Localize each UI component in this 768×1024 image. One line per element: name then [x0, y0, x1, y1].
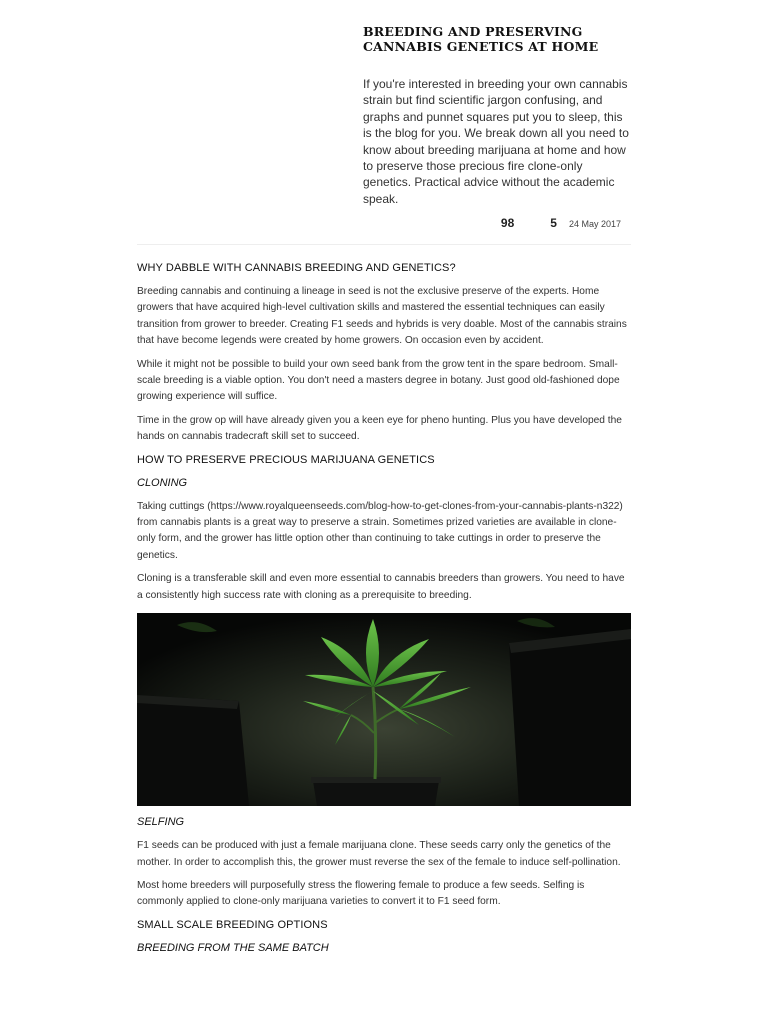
article-header-text [363, 24, 631, 207]
subheading-selfing: SELFING [137, 816, 185, 829]
paragraph: Most home breeders will purposefully stress the flowering female to produce a few seeds. Selfing is commonly applied to clone-only marijuana varieties to convert it to F1 seed form. [137, 879, 585, 908]
likes-count[interactable]: 98 [500, 216, 515, 230]
cannabis-plant-photo [137, 613, 631, 806]
publish-date: 24 May 2017 [568, 219, 621, 229]
paragraph: Taking cuttings (https://www.royalqueenseeds.com/blog-how-to-get-clones-from-your-cannabis-plants-n322) from cannabis plants is a great way to preserve a strain. Sometimes prized varieties are available in clone-only form, and the grower has little option other than continuing to take cuttings in order to preserve the genetics. [137, 500, 623, 561]
article-header [137, 0, 631, 245]
article-body [137, 245, 631, 955]
paragraph: Cloning is a transferable skill and even more essential to cannabis breeders than growers. You need to have a consistently high success rate with cloning as a prerequisite to breeding. [137, 573, 625, 601]
section-heading-why-dabble: WHY DABBLE WITH CANNABIS BREEDING AND GENETICS? [137, 262, 456, 274]
section-heading-small-scale-breeding: SMALL SCALE BREEDING OPTIONS [137, 918, 328, 931]
article-title: BREEDING AND PRESERVING CANNABIS GENETICS AT HOME [363, 24, 599, 54]
paragraph: While it might not be possible to build your own seed bank from the grow tent in the spare bedroom. Small-scale breeding is a viable option. You don't need a masters degree in botany. Just good old-fashioned dope growing experience will suffice. [137, 358, 620, 403]
paragraph: Breeding cannabis and continuing a lineage in seed is not the exclusive preserve of the experts. Home growers that have acquired high-level cultivation skills and mastered the essential techniques can easily transition from grower to breeder. Creating F1 seeds and hybrids is very doable. Most of the cannabis strains that have become legends were created by home growers. On occasion even by accident. [137, 286, 627, 347]
subheading-same-batch: BREEDING FROM THE SAME BATCH [137, 941, 329, 954]
paragraph: F1 seeds can be produced with just a female marijuana clone. These seeds carry only the genetics of the mother. In order to accomplish this, the grower must reverse the sex of the female to induce self-pollination. [137, 840, 621, 868]
section-heading-preserve-genetics: HOW TO PRESERVE PRECIOUS MARIJUANA GENETICS [137, 453, 435, 466]
article-intro: If you're interested in breeding your own cannabis strain but find scientific jargon confusing, and graphs and punnet squares put you to sleep, this is the blog for you. We break down all you need to know about breeding marijuana at home and how to preserve those precious fire clone-only genetics. Practical advice without the academic speak. [363, 77, 629, 206]
paragraph: Time in the grow op will have already given you a keen eye for pheno hunting. Plus you have developed the hands on cannabis tradecraft skill set to succeed. [137, 414, 622, 443]
subheading-cloning: CLONING [137, 476, 188, 489]
article-meta [501, 216, 621, 230]
article-thumbnail [137, 14, 327, 154]
article-page [137, 0, 631, 964]
comments-count[interactable]: 5 [550, 216, 557, 230]
